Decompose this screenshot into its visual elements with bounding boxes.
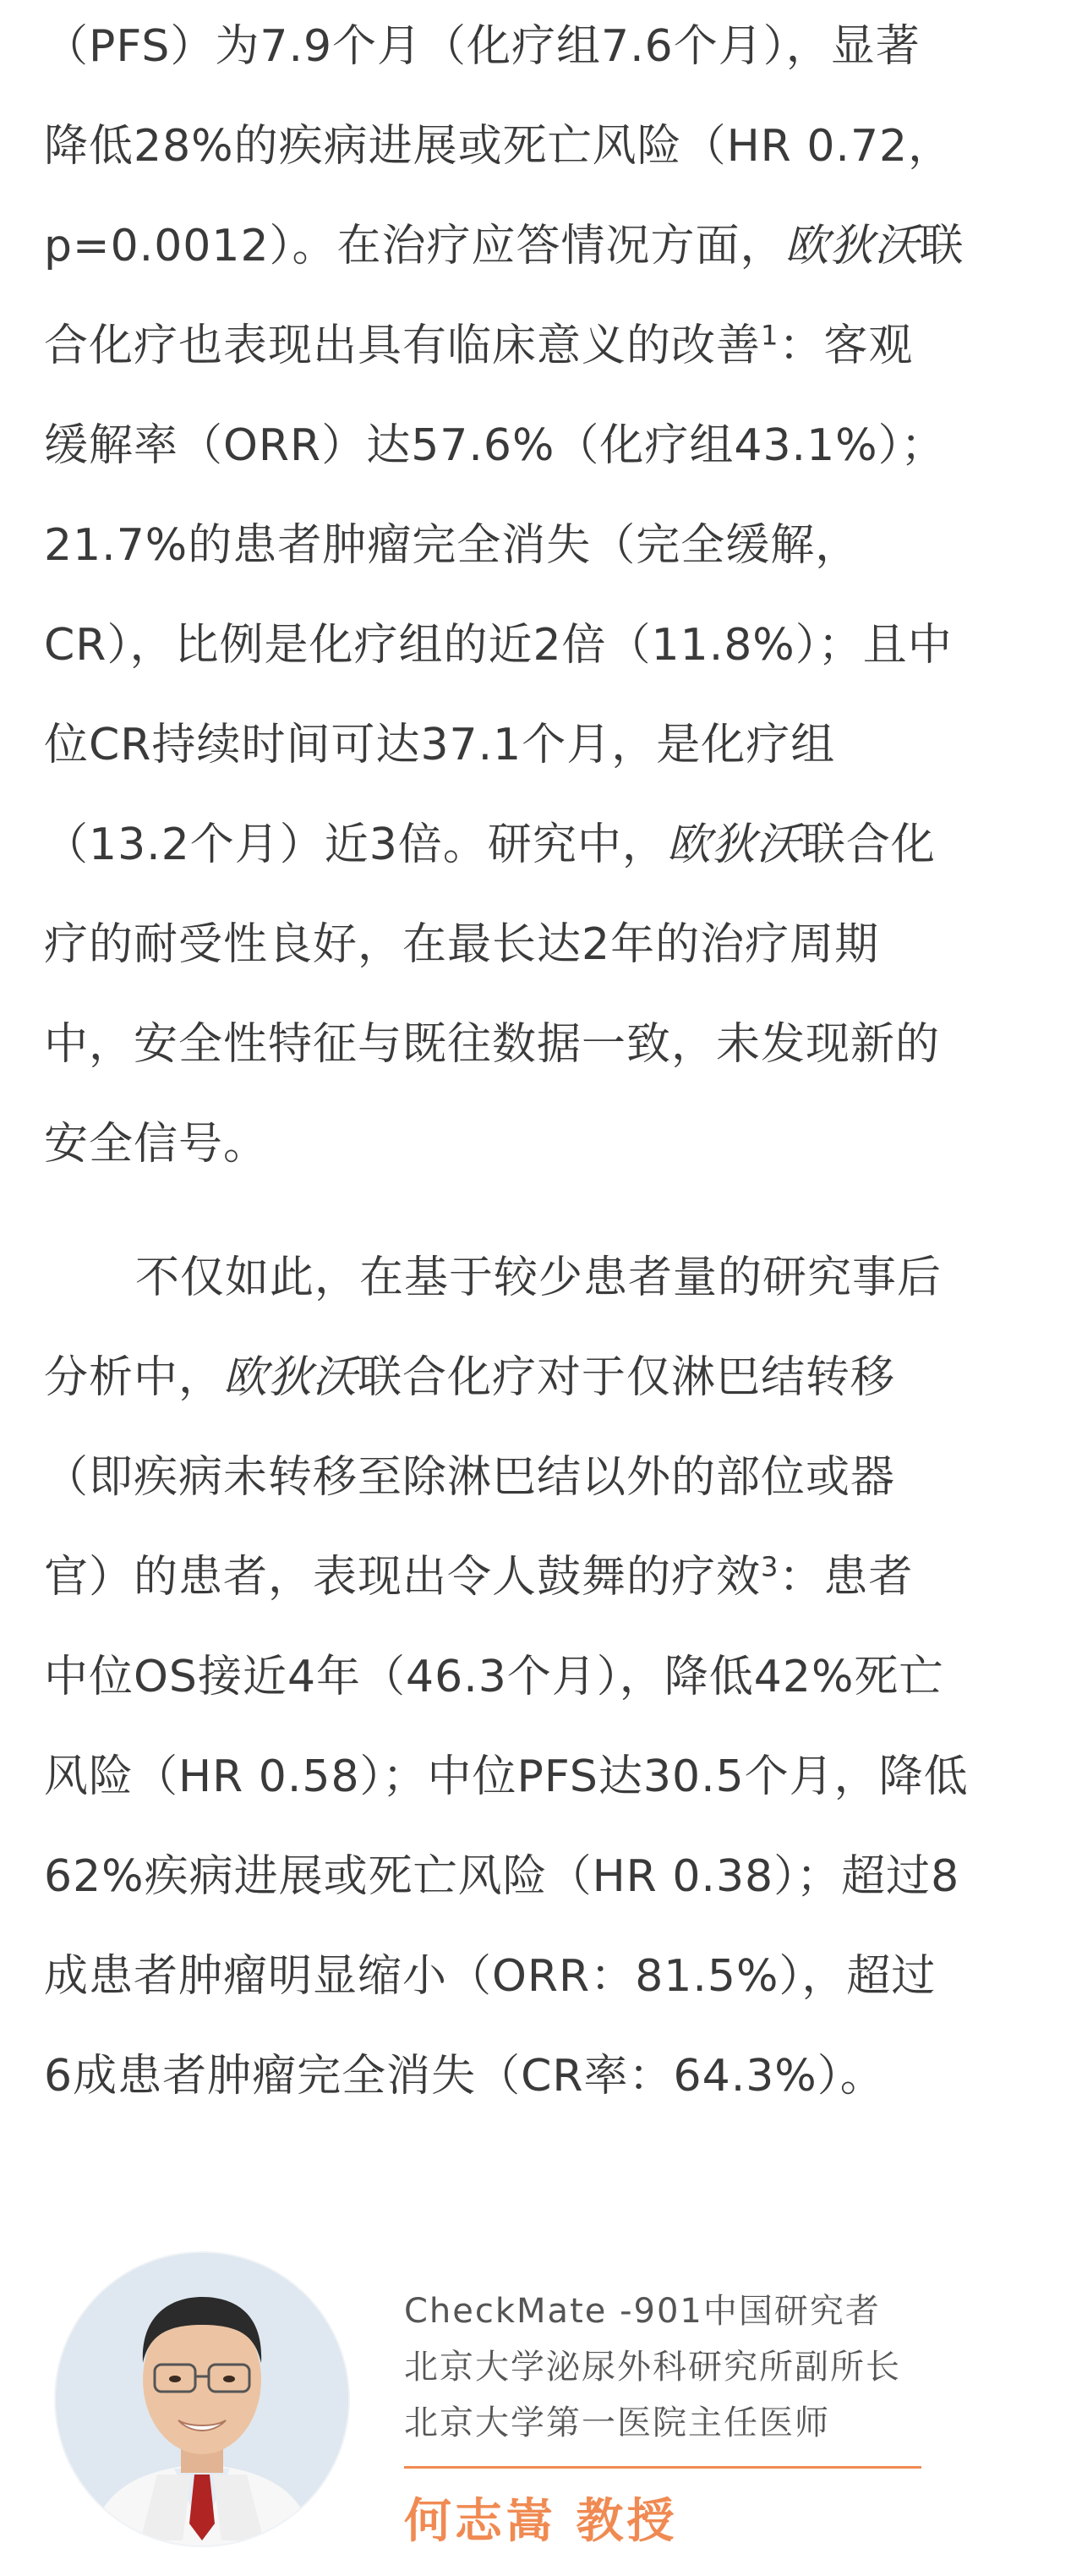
text-line: （即疾病未转移至除淋巴结以外的部位或器: [44, 1452, 896, 1503]
text-line: 风险（HR 0.58）；中位PFS达30.5个月，降低: [44, 1751, 969, 1802]
text-line: [44, 1328, 969, 1428]
reference-marker: 3: [761, 1550, 779, 1583]
text-line: 疗的耐受性良好，在最长达2年的治疗周期: [44, 919, 880, 970]
text-segment: ：患者: [779, 1552, 914, 1603]
text-line: 21.7%的患者肿瘤完全消失（完全缓解，: [44, 520, 861, 571]
text-line: [44, 1527, 969, 1627]
text-line: [44, 795, 965, 895]
text-line: [44, 196, 965, 296]
text-segment: p=0.0012）。在治疗应答情况方面，: [44, 221, 785, 271]
text-segment: 联合化疗对于仅淋巴结转移: [358, 1352, 896, 1403]
text-line: 不仅如此，在基于较少患者量的研究事后: [135, 1252, 943, 1303]
author-profile-card: [0, 2233, 1082, 2576]
text-line: CR），比例是化疗组的近2倍（11.8%）；且中: [44, 620, 953, 671]
profile-title-line: 北京大学第一医院主任医师: [404, 2403, 830, 2442]
text-segment: 分析中，: [44, 1352, 224, 1403]
text-segment: 联: [919, 221, 965, 271]
divider: [404, 2466, 921, 2469]
brand-name: 欧狄沃: [784, 221, 920, 271]
text-line: 缓解率（ORR）达57.6%（化疗组43.1%）；: [44, 420, 946, 471]
text-line: 降低28%的疾病进展或死亡风险（HR 0.72，: [44, 121, 954, 172]
profile-info: [404, 2283, 987, 2551]
text-segment: （13.2个月）近3倍。研究中，: [44, 819, 667, 870]
text-line: 6成患者肿瘤完全消失（CR率：64.3%）。: [44, 2051, 885, 2102]
paragraph-2: [44, 1228, 969, 2126]
text-line: 62%疾病进展或死亡风险（HR 0.38）；超过8: [44, 1851, 960, 1902]
text-line: 中位OS接近4年（46.3个月），降低42%死亡: [44, 1652, 944, 1702]
text-segment: ：客观: [779, 321, 914, 371]
author-name: 何志嵩 教授: [404, 2494, 678, 2549]
text-line: 安全信号。: [44, 1119, 269, 1170]
text-line: 成患者肿瘤明显缩小（ORR：81.5%），超过: [44, 1951, 937, 2002]
paragraph-1: [44, 0, 965, 1194]
avatar: [56, 2253, 348, 2546]
profile-title-line: CheckMate -901中国研究者: [404, 2292, 881, 2331]
text-segment: 官）的患者，表现出令人鼓舞的疗效: [44, 1552, 762, 1603]
brand-name: 欧狄沃: [223, 1352, 358, 1403]
brand-name: 欧狄沃: [666, 819, 801, 870]
text-line: （PFS）为7.9个月（化疗组7.6个月），显著: [44, 21, 921, 72]
profile-title-line: 北京大学泌尿外科研究所副所长: [404, 2348, 901, 2387]
reference-marker: 1: [761, 319, 779, 352]
text-segment: 合化疗也表现出具有临床意义的改善: [44, 321, 762, 371]
text-line: 中，安全性特征与既往数据一致，未发现新的: [44, 1019, 941, 1070]
text-segment: 联合化: [801, 819, 936, 870]
text-line: [44, 296, 965, 396]
text-line: 位CR持续时间可达37.1个月，是化疗组: [44, 720, 836, 770]
portrait-illustration: [56, 2253, 348, 2546]
